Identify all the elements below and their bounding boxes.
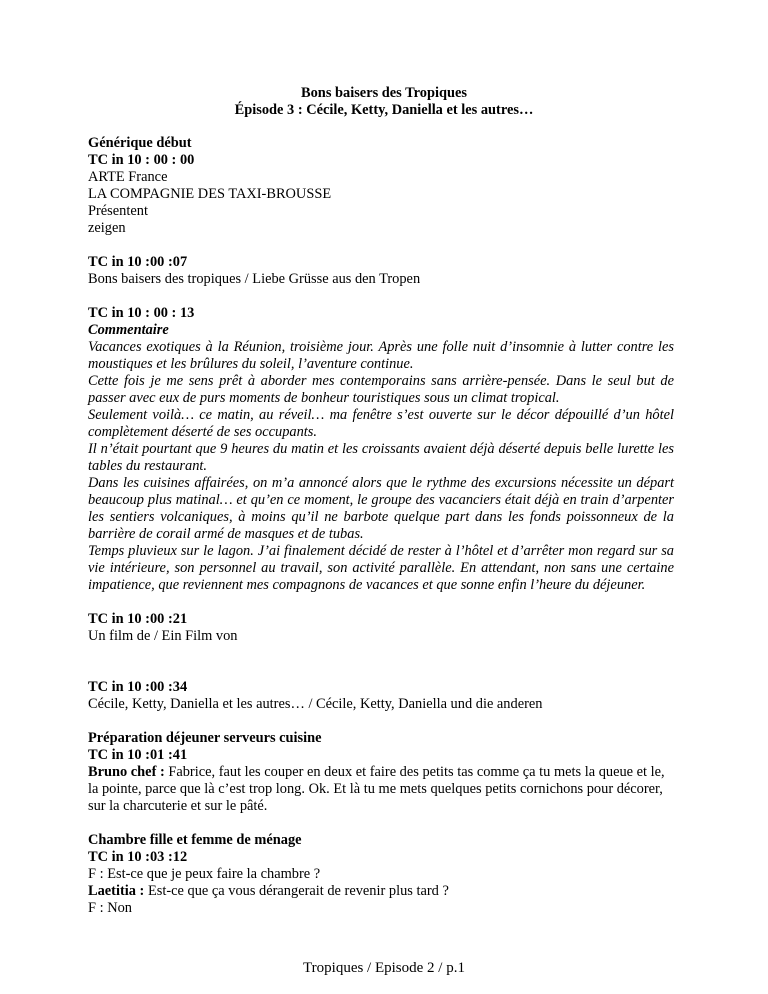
timecode: TC in 10 :03 :12 [88, 849, 188, 865]
dialogue-text: Fabrice, faut les couper en deux et faire des petits tas comme ça tu mets la queue et le, la pointe, parce que là c’est trop long. Ok. Et là tu me mets quelques petits cornichons pour décorer, sur la charcuterie et sur le pâté. [88, 764, 665, 814]
dialogue-line: F : Est-ce que je peux faire la chambre ? [88, 866, 321, 882]
series-title: Bons baisers des Tropiques [301, 85, 467, 101]
commentary-paragraph: Il n’était pourtant que 9 heures du matin et les croissants avaient déjà déserté depuis belle lurette les tables du restaurant. [88, 441, 674, 474]
transcript-body [88, 135, 674, 934]
commentary-paragraph: Vacances exotiques à la Réunion, troisième jour. Après une folle nuit d’insomnie à lutter contre les moustiques et les brûlures du soleil, l’aventure continue. [88, 339, 674, 372]
page-footer: Tropiques / Episode 2 / p.1 [303, 960, 465, 976]
commentary-label: Commentaire [88, 322, 169, 338]
section-tc-007 [88, 254, 674, 288]
commentary-paragraph: Seulement voilà… ce matin, au réveil… ma fenêtre s’est ouverte sur le décor dépouillé d’un hôtel complètement déserté de ses occupants. [88, 407, 674, 440]
title-card-text: Cécile, Ketty, Daniella et les autres… / Cécile, Ketty, Daniella und die anderen [88, 696, 543, 712]
document-header [0, 85, 768, 119]
credit-line: zeigen [88, 220, 126, 236]
timecode: TC in 10 :00 :07 [88, 254, 188, 270]
section-commentaire [88, 305, 674, 594]
section-tc-034 [88, 679, 674, 713]
section-generique [88, 135, 674, 237]
credit-line: Présentent [88, 203, 148, 219]
section-preparation-dejeuner [88, 730, 674, 815]
dialogue-line: F : Non [88, 900, 132, 916]
scene-title: Préparation déjeuner serveurs cuisine [88, 730, 322, 746]
timecode: TC in 10 :00 :34 [88, 679, 188, 695]
title-card-text: Bons baisers des tropiques / Liebe Grüsse aus den Tropen [88, 271, 421, 287]
speaker-name: Bruno chef : [88, 764, 165, 780]
timecode: TC in 10 :00 :21 [88, 611, 188, 627]
dialogue-text: Est-ce que ça vous dérangerait de revenir plus tard ? [144, 883, 449, 899]
speaker-name: Laetitia : [88, 883, 145, 899]
dialogue-line [88, 883, 674, 900]
credit-line: LA COMPAGNIE DES TAXI-BROUSSE [88, 186, 332, 202]
commentary-paragraph: Cette fois je me sens prêt à aborder mes contemporains sans arrière-pensée. Dans le seul but de passer avec eux de purs moments de bonheur touristiques sous un climat tropical. [88, 373, 674, 406]
title-card-text: Un film de / Ein Film von [88, 628, 238, 644]
commentary-paragraph: Dans les cuisines affairées, on m’a annoncé alors que le rythme des excursions nécessite un départ beaucoup plus matinal… et qu’en ce moment, le groupe des vacanciers était déjà en train d’arpenter les sentiers volcaniques, à moins qu’il ne barbote quelque part dans les fonds poissonneux de la barrière de corail armé de masques et de tubas. [88, 475, 674, 542]
section-chambre [88, 832, 674, 917]
timecode: TC in 10 : 00 : 13 [88, 305, 195, 321]
credit-line: ARTE France [88, 169, 168, 185]
dialogue-line [88, 764, 674, 815]
scene-title: Chambre fille et femme de ménage [88, 832, 302, 848]
section-tc-021 [88, 611, 674, 645]
section-title: Générique début [88, 135, 192, 151]
episode-title: Épisode 3 : Cécile, Ketty, Daniella et les autres… [234, 102, 534, 118]
timecode: TC in 10 : 00 : 00 [88, 152, 195, 168]
timecode: TC in 10 :01 :41 [88, 747, 188, 763]
commentary-paragraph: Temps pluvieux sur le lagon. J’ai finalement décidé de rester à l’hôtel et d’arrêter mon regard sur sa vie intérieure, son personnel au travail, son activité parallèle. En attendant, non sans une certaine impatience, que reviennent mes compagnons de vacances et que sonne enfin l’heure du déjeuner. [88, 543, 674, 593]
